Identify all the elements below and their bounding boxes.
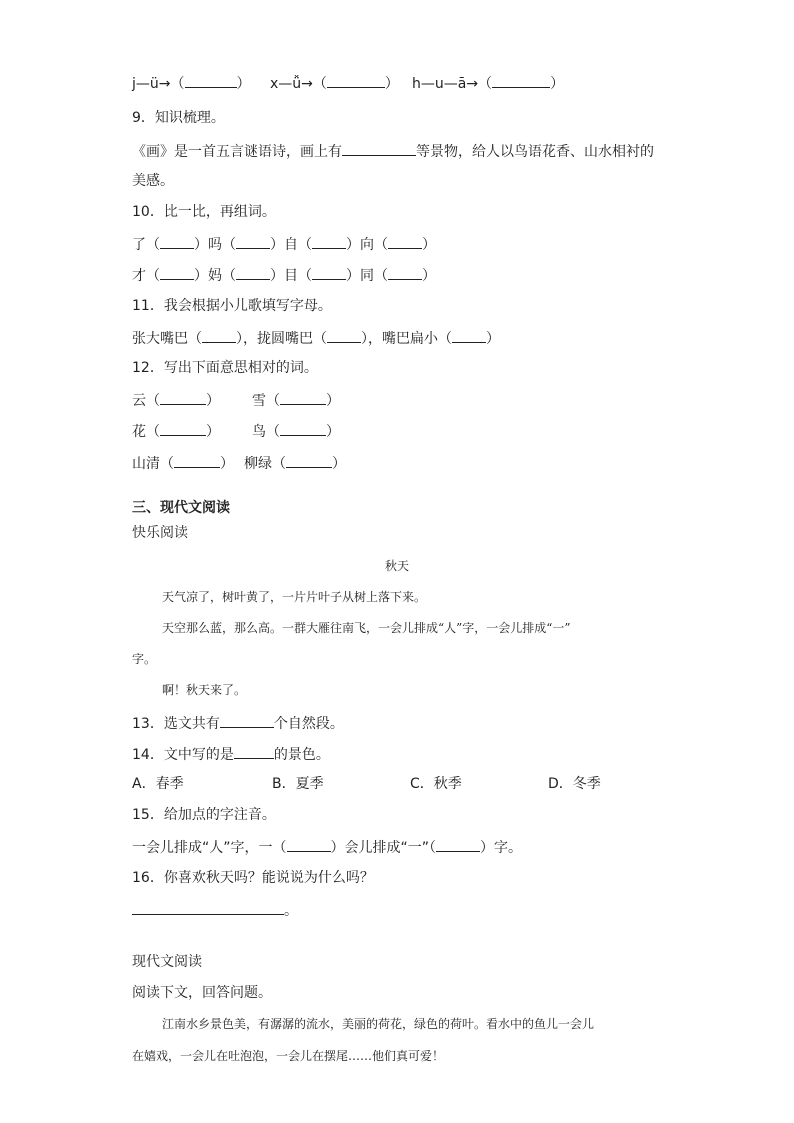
- q12-word: 花（: [132, 424, 160, 440]
- q16-answer-line: [132, 900, 298, 920]
- q12-word: 柳绿（: [244, 456, 286, 472]
- answer-blank[interactable]: [327, 73, 385, 88]
- answer-blank[interactable]: [202, 328, 236, 343]
- answer-blank[interactable]: [436, 837, 480, 852]
- answer-blank[interactable]: [234, 744, 274, 759]
- q13-text-a: 13．选文共有: [132, 716, 220, 732]
- paren-close: ）: [332, 456, 346, 472]
- paren-close: ）: [206, 393, 220, 409]
- answer-blank[interactable]: [492, 73, 550, 88]
- q15-text: ）会儿排成“一”（: [330, 840, 437, 856]
- passage-paragraph: 天气凉了，树叶黄了，一片片叶子从树上落下来。: [162, 590, 427, 604]
- q11-text: ），拢圆嘴巴（: [236, 331, 327, 347]
- answer-blank[interactable]: [185, 73, 237, 88]
- option-d[interactable]: D．冬季: [548, 776, 601, 792]
- paren-close: ）: [486, 331, 500, 347]
- answer-blank[interactable]: [327, 328, 361, 343]
- reading-instruction: 阅读下文，回答问题。: [132, 985, 272, 1001]
- pinyin-item-label: x—ǚ→（: [270, 76, 327, 92]
- pinyin-item-label: j—ü→（: [132, 76, 185, 92]
- q10-char: ）自（: [270, 237, 312, 253]
- option-b[interactable]: B．夏季: [272, 776, 324, 792]
- q10-char: 了（: [132, 237, 160, 253]
- q11-title: 11．我会根据小儿歌填写字母。: [132, 298, 332, 314]
- paren-close: ）: [422, 237, 436, 253]
- reading-paragraph: 江南水乡景色美，有潺潺的流水，美丽的荷花，绿色的荷叶。看水中的鱼儿一会儿: [162, 1017, 595, 1031]
- answer-blank[interactable]: [388, 265, 422, 280]
- paren-close: ）: [236, 76, 251, 92]
- pinyin-item-label: h—u—ā→（: [412, 76, 493, 92]
- q10-char: ）向（: [346, 237, 388, 253]
- q9-title: 9．知识梳理。: [132, 110, 225, 126]
- answer-blank[interactable]: [160, 390, 206, 405]
- pinyin-item-3: [412, 73, 564, 93]
- section-subheading: 快乐阅读: [132, 525, 188, 541]
- answer-blank[interactable]: [236, 234, 270, 249]
- q15-line: [132, 837, 522, 857]
- passage-title: 秋天: [384, 559, 409, 573]
- answer-blank[interactable]: [160, 234, 194, 249]
- q14-text-a: 14．文中写的是: [132, 747, 234, 763]
- answer-blank[interactable]: [286, 453, 332, 468]
- answer-blank[interactable]: [287, 837, 331, 852]
- answer-blank[interactable]: [312, 234, 346, 249]
- q13-text-b: 个自然段。: [273, 716, 344, 732]
- paren-close: ）: [326, 424, 340, 440]
- q12-word: 云（: [132, 393, 160, 409]
- q11-line: [132, 328, 500, 348]
- q12-word: 雪（: [252, 393, 280, 409]
- paren-close: ）: [384, 76, 399, 92]
- q10-char: ）同（: [346, 268, 388, 284]
- q9-text-b: 等景物，给人以鸟语花香、山水相衬的: [416, 144, 654, 160]
- q15-text: ）字。: [480, 840, 523, 856]
- pinyin-item-1: [132, 73, 251, 93]
- answer-blank[interactable]: [236, 265, 270, 280]
- section-heading: 三、现代文阅读: [132, 500, 230, 516]
- passage-paragraph: 啊！秋天来了。: [162, 683, 247, 697]
- reading-heading: 现代文阅读: [132, 954, 202, 970]
- q9-line1: [132, 141, 654, 161]
- answer-blank[interactable]: [280, 390, 326, 405]
- paren-close: ）: [220, 456, 234, 472]
- q11-text: ），嘴巴扁小（: [361, 331, 452, 347]
- q15-title: 15．给加点的字注音。: [132, 807, 276, 823]
- answer-blank[interactable]: [160, 265, 194, 280]
- q10-char: ）吗（: [194, 237, 236, 253]
- answer-blank[interactable]: [452, 328, 486, 343]
- passage-paragraph-cont: 字。: [132, 652, 157, 666]
- q16-end-mark: 。: [284, 903, 298, 919]
- pinyin-item-2: [270, 73, 399, 93]
- answer-blank[interactable]: [132, 900, 284, 915]
- q12-title: 12．写出下面意思相对的词。: [132, 360, 318, 376]
- paren-close: ）: [326, 393, 340, 409]
- paren-close: ）: [206, 424, 220, 440]
- q14-text-b: 的景色。: [273, 747, 330, 763]
- q9-text-a: 《画》是一首五言谜语诗，画上有: [132, 144, 342, 160]
- passage-paragraph: 天空那么蓝，那么高。一群大雁往南飞，一会儿排成“人”字，一会儿排成“一”: [162, 621, 571, 635]
- q10-row-2: [132, 265, 436, 285]
- q10-char: 才（: [132, 268, 160, 284]
- q11-text: 张大嘴巴（: [132, 331, 202, 347]
- q10-row-1: [132, 234, 436, 254]
- answer-blank[interactable]: [220, 713, 274, 728]
- q16-title: 16．你喜欢秋天吗？能说说为什么吗？: [132, 870, 374, 886]
- q10-char: ）目（: [270, 268, 312, 284]
- option-a[interactable]: A．春季: [132, 776, 184, 792]
- answer-blank[interactable]: [342, 141, 416, 156]
- answer-blank[interactable]: [174, 453, 220, 468]
- q9-line2: 美感。: [132, 173, 174, 189]
- q13-line: [132, 713, 344, 733]
- answer-blank[interactable]: [160, 421, 206, 436]
- q12-word: 山清（: [132, 456, 174, 472]
- q12-word: 鸟（: [252, 424, 280, 440]
- q10-char: ）妈（: [194, 268, 236, 284]
- reading-paragraph-cont: 在嬉戏，一会儿在吐泡泡，一会儿在摆尾……他们真可爱！: [132, 1049, 445, 1063]
- paren-close: ）: [550, 76, 565, 92]
- q15-text: 一会儿排成“人”字，一（: [132, 840, 287, 856]
- answer-blank[interactable]: [388, 234, 422, 249]
- answer-blank[interactable]: [312, 265, 346, 280]
- answer-blank[interactable]: [280, 421, 326, 436]
- q14-line: [132, 744, 330, 764]
- option-c[interactable]: C．秋季: [410, 776, 462, 792]
- q10-title: 10．比一比，再组词。: [132, 204, 276, 220]
- paren-close: ）: [422, 268, 436, 284]
